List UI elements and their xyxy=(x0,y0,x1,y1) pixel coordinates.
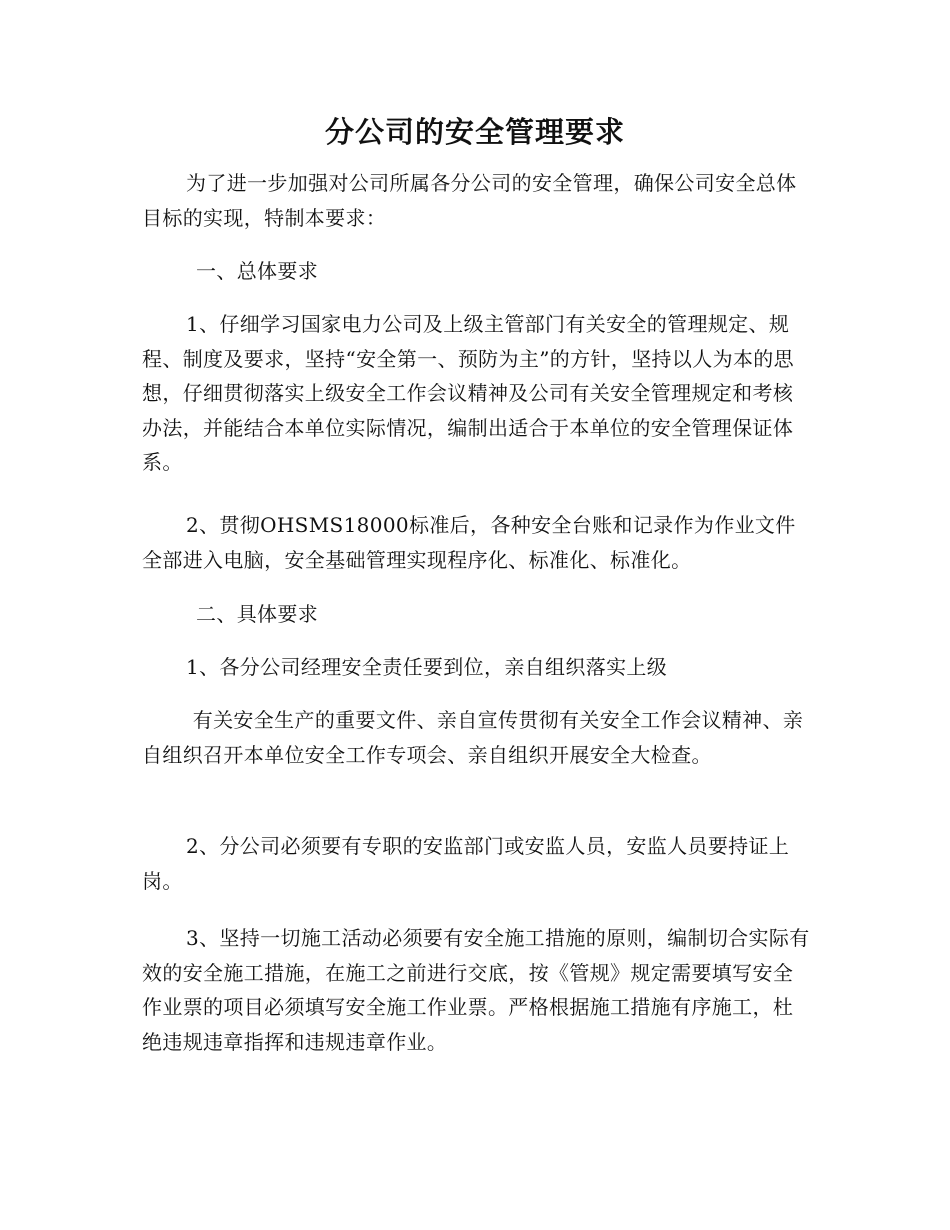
intro-paragraph: 为了进一步加强对公司所属各分公司的安全管理，确保公司安全总体目标的实现，特制本要求： xyxy=(142,171,797,230)
general-item-2: 2、贯彻OHSMS18000标准后，各种安全台账和记录作为作业文件全部进入电脑，安全基础管理实现程序化、标准化、标准化。 xyxy=(142,513,796,572)
specific-item-1-line: 1、各分公司经理安全责任要到位，亲自组织落实上级 xyxy=(186,655,668,679)
document-title: 分公司的安全管理要求 xyxy=(324,115,625,149)
specific-item-2: 2、分公司必须要有专职的安监部门或安监人员，安监人员要持证上岗。 xyxy=(142,834,790,893)
general-item-1: 1、仔细学习国家电力公司及上级主管部门有关安全的管理规定、规程、制度及要求，坚持“安全第一、预防为主”的方针，坚持以人为本的思想，仔细贯彻落实上级安全工作会议精神及公司有关安全管理规定和考核办法，并能结合本单位实际情况，编制出适合于本单位的安全管理保证体系。 xyxy=(142,312,794,474)
section-heading-general: 一、总体要求 xyxy=(196,259,319,283)
section-heading-specific: 二、具体要求 xyxy=(196,602,319,626)
specific-item-1-continued: 有关安全生产的重要文件、亲自宣传贯彻有关安全工作会议精神、亲自组织召开本单位安全工作专项会、亲自组织开展安全大检查。 xyxy=(142,708,804,767)
specific-item-3: 3、坚持一切施工活动必须要有安全施工措施的原则，编制切合实际有效的安全施工措施，在施工之前进行交底，按《管规》规定需要填写安全作业票的项目必须填写安全施工作业票。严格根据施工措施有序施工，杜绝违规违章指挥和违规违章作业。 xyxy=(142,926,810,1054)
